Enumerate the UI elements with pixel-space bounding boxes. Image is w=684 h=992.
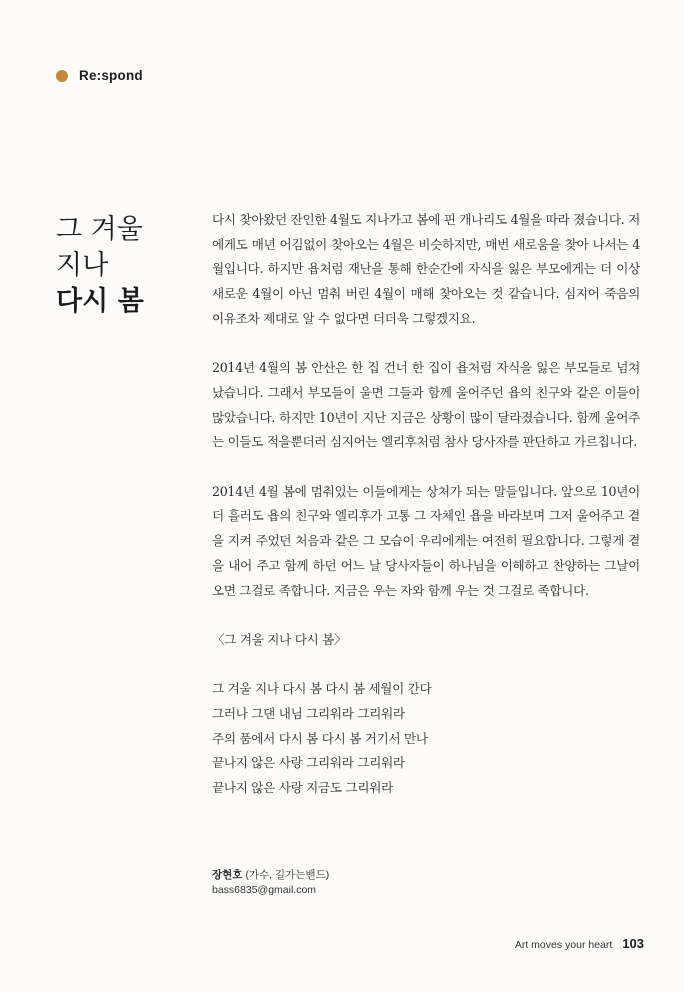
song-title: 〈그 겨울 지나 다시 봄〉 bbox=[212, 631, 347, 647]
page-footer bbox=[515, 936, 644, 951]
title-line-3: 다시 봄 bbox=[56, 286, 144, 317]
article-title bbox=[56, 212, 186, 320]
lyric-line: 그러나 그댄 내님 그리워라 그리워라 bbox=[212, 706, 405, 721]
author-email[interactable]: bass6835@gmail.com bbox=[212, 884, 317, 896]
lyric-line: 주의 품에서 다시 봄 다시 봄 거기서 만나 bbox=[212, 730, 428, 746]
author-info bbox=[212, 868, 329, 898]
footer-tagline: Art moves your heart bbox=[514, 939, 613, 951]
title-line-2: 지나 bbox=[56, 250, 109, 281]
lyric-line: 끝나지 않은 사랑 그리워라 그리워라 bbox=[212, 755, 405, 771]
lyrics bbox=[212, 677, 640, 801]
paragraph-1: 다시 찾아왔던 잔인한 4월도 지나가고 봄에 핀 개나리도 4월을 따라 졌습니다. 저에게도 매년 어김없이 찾아오는 4월은 비슷하지만, 매번 새로움을 찾아 나서는 4월입니다. 하지만 욥처럼 재난을 통해 한순간에 자식을 잃은 부모에게는 더 이상 새로운 4월이 아닌 멈춰 버린 4월이 매해 찾아오는 것 같습니다. 심지어 죽음의 이유조차 제대로 알 수 없다면 더더욱 그렇겠지요. bbox=[212, 212, 640, 326]
section-label: Re:spond bbox=[79, 68, 143, 83]
page-number: 103 bbox=[622, 936, 644, 951]
section-dot-icon bbox=[56, 70, 68, 82]
lyric-line: 끝나지 않은 사랑 지금도 그리워라 bbox=[212, 780, 393, 796]
section-header bbox=[56, 68, 143, 83]
author-role: (가수, 길가는밴드) bbox=[245, 869, 330, 881]
paragraph-3: 2014년 4월 봄에 멈춰있는 이들에게는 상처가 되는 말들입니다. 앞으로 10년이 더 흘러도 욥의 친구와 엘리후가 고통 그 자체인 욥을 바라보며 그저 울어주고 곁을 지켜 주었던 처음과 같은 그 모습이 우리에게는 여전히 필요합니다. 그렇게 곁을 내어 주고 함께 하던 어느 날 당사자들이 하나님을 이해하고 찬양하는 그날이 오면 그걸로 족합니다. 지금은 우는 자와 함께 우는 것 그걸로 족합니다. bbox=[212, 483, 640, 598]
title-line-1: 그 겨울 bbox=[56, 214, 143, 245]
lyric-line: 그 겨울 지나 다시 봄 다시 봄 세월이 간다 bbox=[212, 681, 432, 697]
article-body bbox=[212, 208, 640, 801]
author-name: 장현호 bbox=[212, 869, 243, 881]
paragraph-2: 2014년 4월의 봄 안산은 한 집 건너 한 집이 욥처럼 자식을 잃은 부모들로 넘쳐났습니다. 그래서 부모들이 울면 그들과 함께 울어주던 욥의 친구와 같은 이들이 많았습니다. 하지만 10년이 지난 지금은 상황이 많이 달라졌습니다. 함께 울어주는 이들도 적을뿐더러 심지어는 엘리후처럼 참사 당사자를 판단하고 가르칩니다. bbox=[212, 360, 640, 450]
